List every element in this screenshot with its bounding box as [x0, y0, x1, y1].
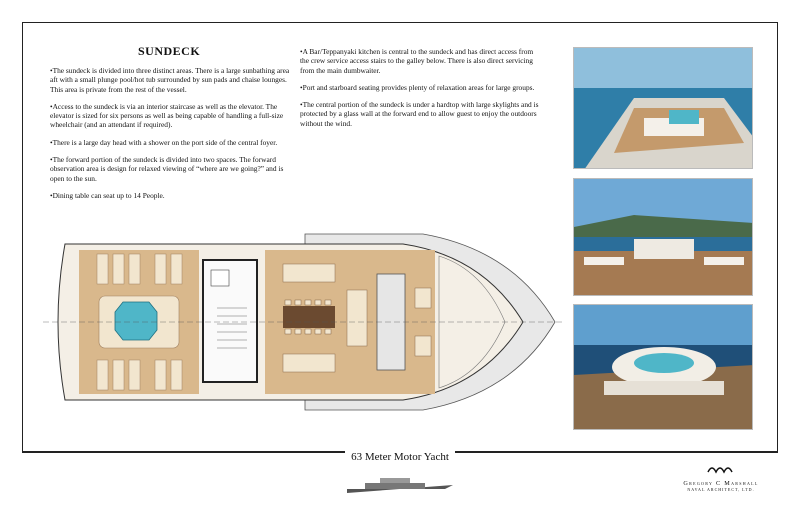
sofa-starboard — [283, 354, 335, 372]
sundeck-plan-drawing — [43, 230, 563, 415]
logo-name: Gregory C Marshall — [683, 480, 759, 487]
paragraph-access: •Access to the sundeck is via an interior staircase as well as the elevator. The elevator is sized for six persons as well as being capable of handling a full-size wheelchair (and an attendant if required). — [50, 101, 284, 130]
section-title: SUNDECK — [138, 44, 201, 58]
yacht-profile-icon — [345, 475, 455, 497]
render-photo-sunpads — [573, 178, 753, 296]
render-photo-aft-deck — [573, 47, 753, 169]
wave-logo-icon — [706, 463, 736, 475]
lounge-seating — [347, 290, 367, 346]
paragraph-day-head: •There is a large day head with a shower on the port side of the central foyer. — [50, 137, 278, 147]
architect-logo — [676, 462, 766, 492]
logo-subtitle: NAVAL ARCHITECT, LTD. — [687, 487, 755, 492]
elevator — [211, 270, 229, 286]
paragraph-sunbathing: •The sundeck is divided into three distinct areas. There is a large sunbathing area aft with a small plunge pool/hot tub surrounded by sun pads and chaise lounges. This area is private from the rest of the vessel. — [50, 66, 290, 94]
paragraph-seating: •Port and starboard seating provides plenty of relaxation areas for large groups. — [300, 82, 535, 92]
sofa-port — [283, 264, 335, 282]
paragraph-forward: •The forward portion of the sundeck is divided into two spaces. The forward observation area is design for relaxed viewing of “where are we going?” and is open to the sun. — [50, 155, 284, 183]
paragraph-hardtop: •The central portion of the sundeck is under a hardtop with large skylights and is protected by a glass wall at the forward end to allow guest to enjoy the outdoors without the wind. — [300, 100, 539, 128]
description-left-column — [50, 66, 290, 208]
footer-title: 63 Meter Motor Yacht — [345, 451, 455, 463]
plunge-pool — [115, 302, 157, 340]
paragraph-dining: •Dining table can seat up to 14 People. — [50, 190, 165, 200]
description-right-column — [300, 47, 540, 136]
paragraph-bar: •A Bar/Teppanyaki kitchen is central to the sundeck and has direct access from the crew service access stairs to the galley below. There is also direct servicing from the main dumbwaiter. — [300, 47, 534, 75]
dining-table — [283, 306, 335, 328]
render-photo-hot-tub — [573, 304, 753, 430]
